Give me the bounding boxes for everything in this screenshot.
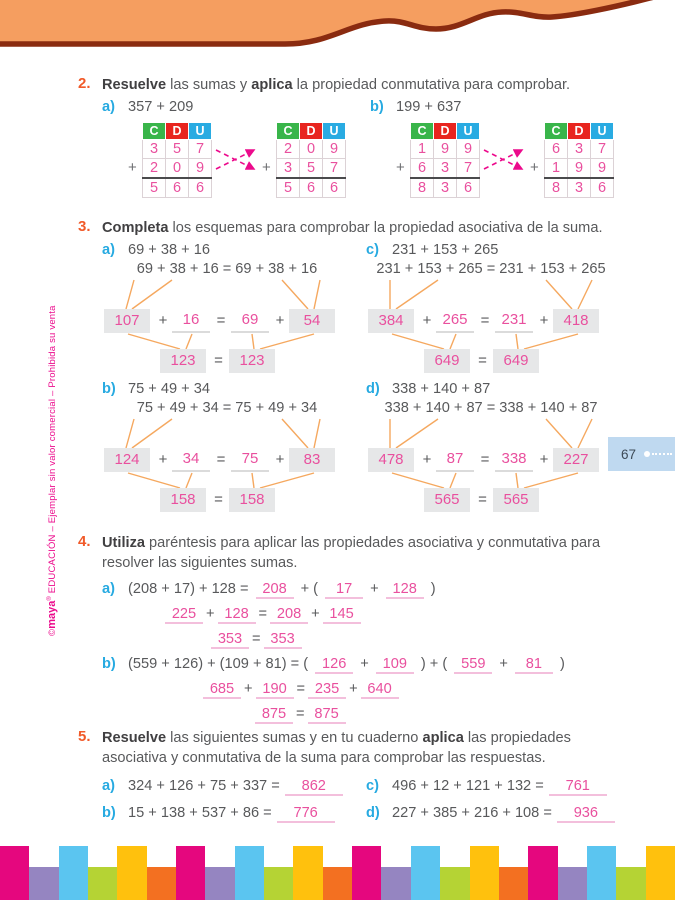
addition-table-original (396, 122, 480, 198)
digit-cell: 3 (143, 140, 166, 159)
result-box: 649 (493, 349, 539, 373)
digit-cell: 6 (411, 159, 434, 179)
answer-blank: 761 (549, 778, 607, 796)
digit-cell: 5 (166, 140, 189, 159)
answer-blank: 265 (436, 309, 474, 333)
answer-blank: 34 (172, 448, 210, 472)
answer-blank: 75 (231, 448, 269, 472)
equation-line-b3 (102, 706, 638, 724)
page-number: 67 (621, 446, 637, 462)
digit-cell: 1 (411, 140, 434, 159)
answer-blank: 776 (277, 805, 335, 823)
problem-label: c) (366, 242, 379, 259)
cdu-header-cell: U (457, 123, 480, 140)
sum-item-c (366, 778, 630, 796)
sum-digit-cell: 6 (300, 178, 323, 198)
stripe-block (470, 846, 499, 900)
answer-blank: 353 (264, 631, 302, 649)
exercise-2 (78, 75, 638, 198)
equation-line-b1 (102, 656, 638, 674)
sum-digit-cell: 6 (189, 178, 212, 198)
stripe-block (205, 867, 234, 900)
cdu-header-cell: U (189, 123, 212, 140)
operator: + (422, 451, 432, 469)
tab-dot-icon (644, 451, 650, 457)
problem-label: c) (366, 777, 379, 794)
answer-blank: 126 (315, 656, 353, 674)
digit-cell: 9 (568, 159, 591, 179)
stripe-block (147, 867, 176, 900)
cdu-header-cell: C (545, 123, 568, 140)
title-part: aplica (422, 730, 464, 746)
association-scheme (102, 400, 352, 512)
digit-cell: 7 (457, 159, 480, 179)
answer-blank: 875 (308, 706, 346, 724)
stripe-block (29, 867, 58, 900)
title-part: Resuelve (102, 77, 167, 93)
sum-digit-cell: 6 (323, 178, 346, 198)
answer-blank: 190 (256, 681, 294, 699)
answer-blank: 936 (557, 805, 615, 823)
operator: + (356, 655, 373, 672)
operator: = (258, 605, 268, 622)
answer-blank: 875 (255, 706, 293, 724)
swap-arrows-icon (214, 122, 260, 192)
title-part: Resuelve (102, 730, 167, 746)
association-scheme (366, 261, 616, 373)
operator: = (296, 680, 306, 697)
scheme-equation: 338 + 140 + 87 = 338 + 140 + 87 (384, 400, 598, 417)
operator: + ( (296, 580, 323, 597)
answer-box: 418 (553, 309, 599, 333)
association-scheme (102, 261, 352, 373)
operator: = (296, 705, 305, 722)
operator: + (275, 312, 285, 330)
title-part: paréntesis para aplicar las propiedades asociativa y conmutativa para resolver las siguientes sumas. (102, 535, 601, 572)
exercise-4-heading (78, 533, 638, 574)
stripe-block (587, 846, 616, 900)
title-part: los esquemas para comprobar la propiedad asociativa de la suma. (168, 220, 603, 236)
cdu-table (544, 122, 614, 198)
equation-line-a3 (102, 631, 638, 649)
cdu-header-cell: D (434, 123, 457, 140)
equation-line-a1 (102, 581, 638, 599)
problem-label: b) (102, 655, 116, 672)
operator: + (539, 451, 549, 469)
problem-label: a) (102, 777, 115, 794)
expression: 496 + 12 + 121 + 132 = (392, 777, 544, 794)
problem-label: d) (366, 381, 380, 398)
stripe-block (616, 867, 645, 900)
plus-sign: + (128, 159, 137, 177)
operator: ) + ( (416, 655, 452, 672)
digit-cell: 0 (300, 140, 323, 159)
digit-cell: 3 (568, 140, 591, 159)
answer-blank: 16 (172, 309, 210, 333)
stripe-block (381, 867, 410, 900)
answer-blank: 87 (436, 448, 474, 472)
digit-cell: 7 (189, 140, 212, 159)
title-part: la propiedad conmutativa para comprobar. (292, 77, 571, 93)
operator: + (275, 451, 285, 469)
copyright-symbol: © (47, 628, 58, 636)
problem-label: d) (366, 804, 380, 821)
answer-blank: 208 (270, 606, 308, 624)
expression: 15 + 138 + 537 + 86 = (128, 804, 272, 821)
plus-sign: + (396, 159, 405, 177)
answer-blank: 208 (256, 581, 294, 599)
problem-label: b) (102, 804, 116, 821)
exercise-4 (78, 533, 638, 724)
answer-blank: 128 (386, 581, 424, 599)
exercise-title (102, 75, 614, 95)
operator: = (214, 491, 223, 509)
answer-blank: 640 (361, 681, 399, 699)
answer-blank: 235 (308, 681, 346, 699)
answer-blank: 231 (495, 309, 533, 333)
answer-box: 124 (104, 448, 150, 472)
operator: + (366, 580, 383, 597)
digit-cell: 7 (323, 159, 346, 179)
cdu-header-cell: D (300, 123, 323, 140)
problem-label: a) (102, 242, 115, 259)
operator: + (158, 312, 168, 330)
plus-sign: + (262, 159, 271, 177)
sum-digit-cell: 6 (591, 178, 614, 198)
exercise-title (102, 218, 614, 238)
operator: + (206, 605, 215, 622)
stripe-block (176, 846, 205, 900)
answer-box: 478 (368, 448, 414, 472)
given-expression: (559 + 126) + (109 + 81) = ( (128, 655, 313, 672)
operator: = (216, 451, 226, 469)
exercise-title (102, 533, 614, 574)
exercise-3 (78, 218, 638, 512)
problem-label: b) (370, 99, 384, 116)
swap-arrows-icon (482, 122, 528, 192)
expression: 199 + 637 (396, 99, 462, 116)
sum-item-d (366, 805, 630, 823)
cdu-header-cell: D (166, 123, 189, 140)
stripe-block (88, 867, 117, 900)
exercise-3-heading (78, 218, 638, 238)
operator: + (495, 655, 512, 672)
expression: 69 + 38 + 16 (128, 242, 210, 259)
equation-line-b2 (102, 681, 638, 699)
scheme-cell-d (366, 381, 630, 512)
operator: ) (555, 655, 565, 672)
answer-box: 54 (289, 309, 335, 333)
digit-cell: 2 (143, 159, 166, 179)
stripe-block (558, 867, 587, 900)
cdu-table (142, 122, 212, 198)
digit-cell: 9 (591, 159, 614, 179)
digit-cell: 9 (434, 140, 457, 159)
cdu-header-cell: U (591, 123, 614, 140)
answer-blank: 81 (515, 656, 553, 674)
stripe-block (117, 846, 146, 900)
title-part: aplica (251, 77, 293, 93)
result-box: 565 (424, 488, 470, 512)
result-box: 123 (229, 349, 275, 373)
problem-label: a) (102, 99, 115, 116)
expression: 75 + 49 + 34 (128, 381, 210, 398)
operator: + (422, 312, 432, 330)
cdu-table (276, 122, 346, 198)
exercise-2-heading (78, 75, 638, 95)
addition-table-commuted (530, 122, 614, 198)
answer-blank: 338 (495, 448, 533, 472)
answer-box: 384 (368, 309, 414, 333)
scheme-cell-b (102, 381, 366, 512)
scheme-equation: 69 + 38 + 16 = 69 + 38 + 16 (136, 261, 318, 278)
exercise-title (102, 728, 614, 769)
cdu-header-cell: C (277, 123, 300, 140)
answer-box: 83 (289, 448, 335, 472)
digit-cell: 0 (166, 159, 189, 179)
scheme-equation: 231 + 153 + 265 = 231 + 153 + 265 (376, 261, 606, 278)
cdu-table (410, 122, 480, 198)
answer-blank: 225 (165, 606, 203, 624)
stripe-block (0, 846, 29, 900)
result-box: 158 (229, 488, 275, 512)
problem-label: b) (102, 381, 116, 398)
digit-cell: 9 (189, 159, 212, 179)
answer-blank: 559 (454, 656, 492, 674)
expression: 357 + 209 (128, 99, 194, 116)
sidebar-copyright (46, 284, 58, 636)
sums-row-2 (102, 805, 638, 823)
stripe-block (293, 846, 322, 900)
operator: = (214, 352, 223, 370)
expression: 338 + 140 + 87 (392, 381, 491, 398)
operator: + (244, 680, 253, 697)
equation-line-a2 (102, 606, 638, 624)
bottom-stripe-decoration (0, 846, 675, 900)
top-wave-decoration (0, 0, 675, 62)
title-part: las sumas y (166, 77, 252, 93)
cdu-header-cell: D (568, 123, 591, 140)
operator: = (480, 312, 490, 330)
plus-sign: + (530, 159, 539, 177)
operator: + (539, 312, 549, 330)
sum-digit-cell: 8 (411, 178, 434, 198)
expression: 227 + 385 + 216 + 108 = (392, 804, 552, 821)
sum-item-a (102, 778, 366, 796)
scheme-grid (102, 242, 638, 512)
given-expression: (208 + 17) + 128 = (128, 580, 253, 597)
digit-cell: 7 (591, 140, 614, 159)
exercise-5-heading (78, 728, 638, 769)
problem-a (102, 99, 370, 198)
result-box: 123 (160, 349, 206, 373)
digit-cell: 9 (457, 140, 480, 159)
association-scheme (366, 400, 616, 512)
exercise-number: 2. (78, 75, 91, 92)
title-part: Utiliza (102, 535, 145, 551)
digit-cell: 9 (323, 140, 346, 159)
stripe-block (528, 846, 557, 900)
answer-blank: 685 (203, 681, 241, 699)
stripe-block (440, 867, 469, 900)
answer-blank: 862 (285, 778, 343, 796)
cdu-header-cell: U (323, 123, 346, 140)
scheme-equation: 75 + 49 + 34 = 75 + 49 + 34 (136, 400, 318, 417)
exercise-5 (78, 728, 638, 823)
sum-item-b (102, 805, 366, 823)
result-box: 565 (493, 488, 539, 512)
operator: = (478, 491, 487, 509)
title-part: las siguientes sumas y en tu cuaderno (166, 730, 423, 746)
answer-blank: 69 (231, 309, 269, 333)
addition-table-original (128, 122, 212, 198)
sum-digit-cell: 3 (568, 178, 591, 198)
stripe-block (59, 846, 88, 900)
sum-digit-cell: 6 (457, 178, 480, 198)
brand-logo: maya (46, 600, 58, 629)
answer-blank: 109 (376, 656, 414, 674)
sum-digit-cell: 5 (277, 178, 300, 198)
tab-dotted-line (652, 453, 672, 455)
stripe-block (264, 867, 293, 900)
answer-blank: 145 (323, 606, 361, 624)
stripe-block (323, 867, 352, 900)
stripe-block (235, 846, 264, 900)
title-part: Completa (102, 220, 169, 236)
digit-cell: 2 (277, 140, 300, 159)
stripe-block (646, 846, 675, 900)
stripe-block (352, 846, 381, 900)
result-box: 158 (160, 488, 206, 512)
problem-b (370, 99, 638, 198)
operator: = (252, 630, 261, 647)
answer-blank: 17 (325, 581, 363, 599)
scheme-cell-a (102, 242, 366, 373)
title-part: las propiedades asociativa y conmutativa de la suma para comprobar las respuestas. (102, 730, 571, 767)
exercise-number: 3. (78, 218, 91, 235)
result-box: 649 (424, 349, 470, 373)
sum-digit-cell: 5 (143, 178, 166, 198)
operator: = (216, 312, 226, 330)
digit-cell: 3 (434, 159, 457, 179)
cdu-header-cell: C (143, 123, 166, 140)
operator: + (158, 451, 168, 469)
answer-blank: 128 (218, 606, 256, 624)
operator: + (311, 605, 320, 622)
operator: = (478, 352, 487, 370)
answer-blank: 353 (211, 631, 249, 649)
digit-cell: 6 (545, 140, 568, 159)
answer-box: 107 (104, 309, 150, 333)
operator: = (480, 451, 490, 469)
operator: ) (426, 580, 436, 597)
operator: + (349, 680, 358, 697)
expression: 231 + 153 + 265 (392, 242, 499, 259)
sum-digit-cell: 6 (166, 178, 189, 198)
problem-label: a) (102, 580, 115, 597)
digit-cell: 1 (545, 159, 568, 179)
addition-table-commuted (262, 122, 346, 198)
sum-digit-cell: 8 (545, 178, 568, 198)
scheme-cell-c (366, 242, 630, 373)
exercise-number: 4. (78, 533, 91, 550)
stripe-block (499, 867, 528, 900)
exercise-number: 5. (78, 728, 91, 745)
sums-row-1 (102, 778, 638, 796)
expression: 324 + 126 + 75 + 337 = (128, 777, 280, 794)
answer-box: 227 (553, 448, 599, 472)
sum-digit-cell: 3 (434, 178, 457, 198)
registered-mark: ® (46, 596, 53, 601)
copyright-text: EDUCACIÓN – Ejemplar sin valor comercial – Prohibida su venta (47, 305, 58, 597)
stripe-block (411, 846, 440, 900)
digit-cell: 5 (300, 159, 323, 179)
digit-cell: 3 (277, 159, 300, 179)
cdu-header-cell: C (411, 123, 434, 140)
